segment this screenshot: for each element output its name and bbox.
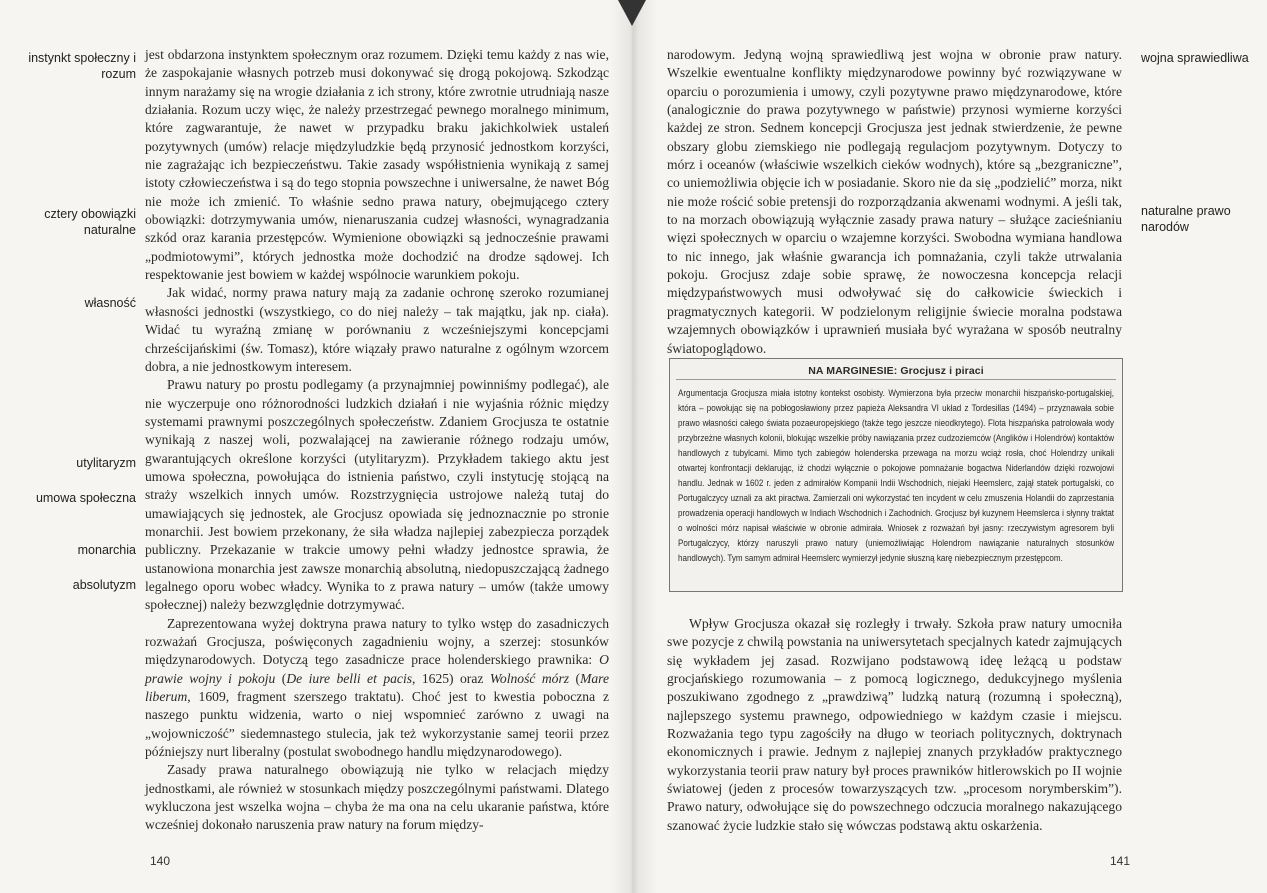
margin-note: wojna sprawiedliwa	[1141, 51, 1249, 65]
paragraph: Zaprezentowana wyżej doktryna prawa natury to tylko wstęp do zasadniczych rozważań Grocjusza, poświęconych zagadnieniu wojny, a szerzej: stosunków międzynarodowych. Dotyczą tego zasadnicze prace holenderskiego prawnika: O prawie wojny i pokoju (De iure belli et pacis, 1625) oraz Wolność mórz (Mare liberum, 1609, fragment szerszego traktatu). Choć jest to kwestia poboczna z naszego punktu widzenia, warto o niej wspomnieć zarówno z uwagi na „wojowniczość” siedemnastego stulecia, jak też wykorzystanie samej teorii przez późniejszy nurt liberalny (postulat swobodnego handlu międzynarodowego).	[145, 615, 610, 760]
margin-note: cztery obowiązki naturalne	[44, 207, 136, 237]
bookmark-ribbon-icon	[618, 0, 646, 26]
margin-note: absolutyzm	[72, 578, 136, 592]
sidebar-divider	[676, 379, 1116, 380]
sidebar-box	[669, 358, 1123, 592]
page-number: 140	[150, 854, 171, 868]
margin-note: umowa społeczna	[35, 491, 136, 505]
paragraph: narodowym. Jedyną wojną sprawiedliwą jest wojna w obronie praw natury. Wszelkie ewentualne konflikty międzynarodowe powinny być rozwiązywane w oparciu o porozumienia i umowy, czyli pozytywne prawo międzynarodowe, które (analogicznie do prawa pozytywnego w państwie) przynosi wymierne korzyści każdej ze stron. Sednem koncepcji Grocjusza jest jednak stwierdzenie, że pewne obszary globu ziemskiego nie podlegają regulacjom pozytywnym. Dotyczy to mórz i oceanów (właściwie wszelkich cieków wodnych), które są „bezgraniczne”, co uniemożliwia objęcie ich w posiadanie. Skoro nie da się „podzielić” morza, nikt nie może rościć sobie pretensji do rozporządzania akwenami wodnymi. A jeśli tak, to na morzach obowiązują wyłącznie zasady prawa natury – służące zacieśnianiu więzi społecznych w oparciu o wzajemne korzyści. Swobodna wymiana handlowa to nic innego, jak właśnie gwarancja ich pomnażania, czyli także utrwalania pokoju. Grocjusz zdaje sobie sprawę, że nowoczesna koncepcja relacji międzypaństwowych musi odwoływać się do całkowicie świeckich i pragmatycznych kategorii. W podzielonym religijnie świecie moralna podstawa wzajemnych obowiązków i uprawnień musiała być wyrażana w sposób neutralny światopoglądowo.	[667, 47, 1122, 356]
margin-note: naturalne prawo narodów	[1141, 204, 1231, 234]
left-page-body	[145, 46, 609, 835]
margin-note: własność	[84, 296, 136, 310]
paragraph: Jak widać, normy prawa natury mają za zadanie ochronę szeroko rozumianej własności jednostki (wszystkiego, co do niej należy – tak majątku, jak np. ciała). Widać tu wyraźną zmianę w porównaniu z wcześniejszymi koncepcjami chrześcijańskimi (św. Tomasz), które wiązały prawo naturalne z ogólnym wzorcem dobra, a nie jednostkowym interesem.	[145, 285, 609, 374]
page-number: 141	[1110, 854, 1131, 868]
paragraph: Prawu natury po prostu podlegamy (a przynajmniej powinniśmy podlegać), ale nie wyczerpuje ono różnorodności ludzkich działań i nie wyjaśnia różnic między systemami prawnymi poszczególnych społeczeństw. Zdaniem Grocjusza te ostatnie wynikają z naszej woli, pozwalającej na zawieranie różnego rodzaju umów, gwarantujących określone korzyści (utylitaryzm). Przykładem takiego aktu jest umowa społeczna, powołująca do istnienia państwo, czyli instytucję stojącą na straży wszelkich innych umów. Rozstrzygnięcia ustrojowe należą tutaj do umawiających się jednostek, ale Grocjusz opowiada się jednoznacznie po stronie monarchii. Jest bowiem przekonany, że siła władza najlepiej zabezpiecza porządek publiczny. Przekazanie w trakcie umowy pełni władzy jednostce sprawia, że ustanowiona monarchia jest zawsze monarchią absolutną, niedopuszczającą żadnego legalnego oporu wobec władcy. Wynika to z prawa natury – umów (także umowy społecznej) należy bezwzględnie dotrzymywać.	[145, 377, 609, 613]
sidebar-text: Argumentacja Grocjusza miała istotny kontekst osobisty. Wymierzona była przeciw monarchii hiszpańsko-portugalskiej, która – powołując się na pobłogosławiony przez papieża Aleksandra VI układ z Tordesillas (1494) – przyznawała sobie prawo własności całego świata pozaeuropejskiego (także tego jeszcze nieodkrytego). Flota hiszpańska patrolowała wody przybrzeżne własnych kolonii, blokując wszelkie próby nawiązania przez cudzoziemców (Anglików i Holendrów) kontaktów handlowych z tubylcami. Mimo tych zabiegów holenderska przewaga na morzu wciąż rosła, choć Holendrzy unikali otwartej konfrontacji deklarując, iż chodzi wyłącznie o pokojowe pomnażanie bogactwa Niderlandów dzięki rozwojowi handlu. Jednak w 1602 r. jeden z admirałów Kompanii Indii Wschodnich, niejaki Heemslerc, zajął statek portugalski, co Portugalczycy uznali za akt piractwa. Zamierzali oni wykorzystać ten incydent w celu zmuszenia Holandii do zaprzestania prowadzenia operacji handlowych w Indiach Wschodnich i Zachodnich. Grocjusz był kuzynem Heemslerca i słynny traktat o wolności mórz napisał właściwie w obronie admirała. Wniosek z rozważań był jasny: rzeczywistym agresorem byli Portugalczycy, którzy naruszyli prawo natury (uniemożliwiając Holendrom nawiązanie naturalnych stosunków handlowych). Tym samym admirał Heemslerc wymierzył jedynie słuszną karę niebezpiecznym przestępcom.	[678, 388, 1115, 563]
paragraph: Zasady prawa naturalnego obowiązują nie tylko w relacjach między jednostkami, ale również w stosunkach między poszczególnymi państwami. Dlatego wykluczona jest wszelka wojna – chyba że ma ona na celu ukaranie państwa, które wcześniej dokonało naruszenia praw natury na forum między-	[145, 762, 609, 833]
book-gutter	[610, 0, 658, 893]
margin-note: instynkt społeczny i rozum	[28, 51, 136, 81]
margin-note: monarchia	[77, 543, 136, 557]
right-page-body	[667, 46, 1122, 358]
sidebar-title: NA MARGINESIE: Grocjusz i piraci	[808, 365, 984, 377]
paragraph: jest obdarzona instynktem społecznym oraz rozumem. Dzięki temu każdy z nas wie, że zaspokajanie własnych potrzeb musi dokonywać się drogą pokojową. Szkodząc innym narażamy się na wrogie działania z ich strony, które zwrotnie utrudniają nasze działania. Rozum uczy więc, że należy przestrzegać pewnego moralnego minimum, które zagwarantuje, że nawet w przypadku braku jakichkolwiek ustaleń pozytywnych (umów) relacje międzyludzkie będą przynosić jednostkom korzyści, nie zagrażając ich bezpieczeństwu. Takie zasady współistnienia wynikają z samej istoty człowieczeństwa i są do tego stopnia powszechne i uniwersalne, że nawet Bóg nie może ich zmienić. To właśnie sedno prawa natury, obejmującego cztery obowiązki: dotrzymywania umów, nienaruszania cudzej własności, wynagradzania szkód oraz karania przestępców. Wymienione obowiązki są jednocześnie prawami „podmiotowymi”, których jednostka może dochodzić na drodze sądowej. Ich respektowanie jest bowiem w każdej wspólnocie warunkiem pokoju.	[145, 47, 609, 283]
margin-note: utylitaryzm	[76, 456, 136, 470]
paragraph: Wpływ Grocjusza okazał się rozległy i trwały. Szkoła praw natury umocniła swe pozycje z chwilą powstania na uniwersytetach specjalnych katedr zajmujących się wykładem jej zasad. Rozwijano podstawową ideę leżącą u podstaw grocjańskiego rozumowania – z pomocą logicznego, dedukcyjnego myślenia poszukiwano zgodnego z „prawdziwą” ludzką naturą (rozumną i społeczną), najlepszego systemu prawnego, odpowiedniego w każdym czasie i miejscu. Rozważania tego typu zagościły na długo w teoriach politycznych, doktrynach ekonomicznych i prawie. Jednym z najlepiej znanych przykładów praktycznego wykorzystania teorii praw natury był proces prawników hitlerowskich po II wojnie światowej (jeden z procesów towarzyszących tzw. „procesom norymberskim”). Prawo natury, odwołujące się do powszechnego odczucia moralnego nakazującego szanować życie ludzkie stało się wówczas podstawą aktu oskarżenia.	[667, 616, 1122, 833]
right-page-body-continued	[667, 615, 1122, 835]
